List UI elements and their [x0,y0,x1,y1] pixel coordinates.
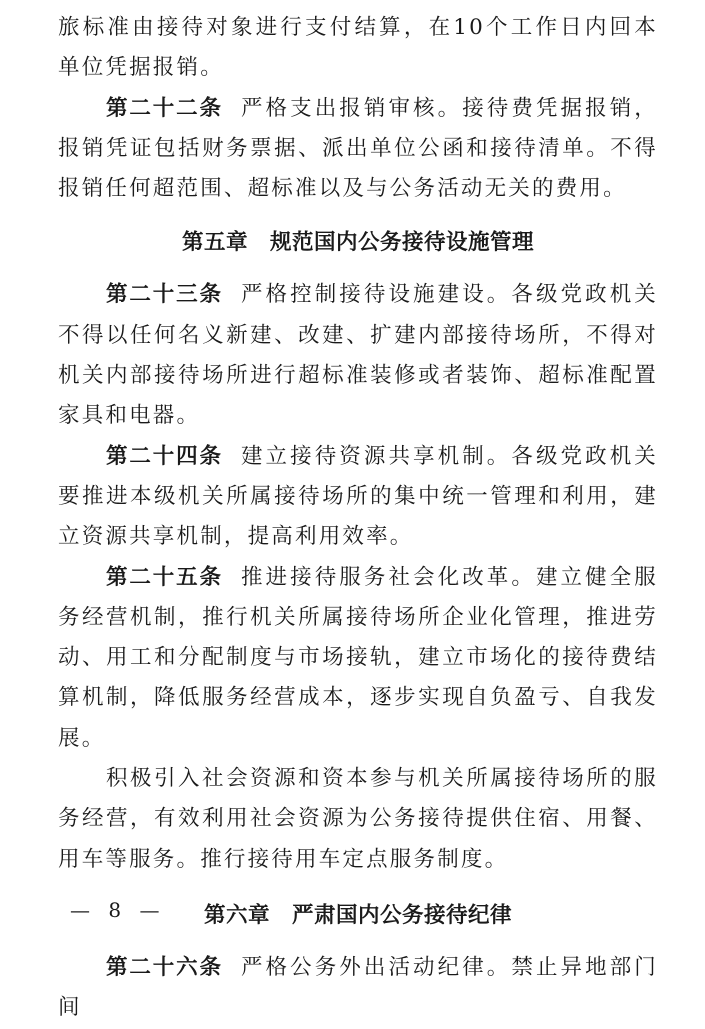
article-26-text: 严格公务外出活动纪律。禁止异地部门间 [58,954,658,1021]
document-page [58,8,658,1029]
article-23-label: 第二十三条 [106,282,223,308]
article-23-text: 严格控制接待设施建设。各级党政机关不得以任何名义新建、改建、扩建内部接待场所，不得对机关内部接待场所进行超标准装修或者装饰、超标准配置家具和电器。 [58,282,658,429]
page-number: — 8 — [70,898,166,922]
chapter-6-number: 第六章 [203,902,270,928]
article-25 [58,558,658,759]
article-25-label: 第二十五条 [106,564,223,590]
chapter-5-title: 规范国内公务接待设施管理 [270,230,535,256]
chapter-5-heading [58,223,658,263]
article-24 [58,437,658,558]
article-25-text: 推进接待服务社会化改革。建立健全服务经营机制，推行机关所属接待场所企业化管理，推进劳动、用工和分配制度与市场接轨，建立市场化的接待费结算机制，降低服务经营成本，逐步实现自负盈亏、自我发展。 [58,564,658,751]
paragraph-continuation-2: 积极引入社会资源和资本参与机关所属接待场所的服务经营，有效利用社会资源为公务接待提供住宿、用餐、用车等服务。推行接待用车定点服务制度。 [58,766,658,872]
article-23 [58,275,658,436]
article-26-label: 第二十六条 [106,954,223,980]
article-24-label: 第二十四条 [106,443,223,469]
article-26 [58,948,658,1029]
article-22-label: 第二十二条 [106,95,223,121]
paragraph-continuation: 旅标准由接待对象进行支付结算，在10个工作日内回本单位凭据报销。 [58,15,658,81]
article-24-text: 建立接待资源共享机制。各级党政机关要推进本级机关所属接待场所的集中统一管理和利用，建立资源共享机制，提高利用效率。 [58,443,658,550]
chapter-5-number: 第五章 [181,230,248,256]
article-22 [58,89,658,210]
article-22-text: 严格支出报销审核。接待费凭据报销，报销凭证包括财务票据、派出单位公函和接待清单。不得报销任何超范围、超标准以及与公务活动无关的费用。 [58,95,658,202]
chapter-6-title: 严肃国内公务接待纪律 [292,902,513,928]
